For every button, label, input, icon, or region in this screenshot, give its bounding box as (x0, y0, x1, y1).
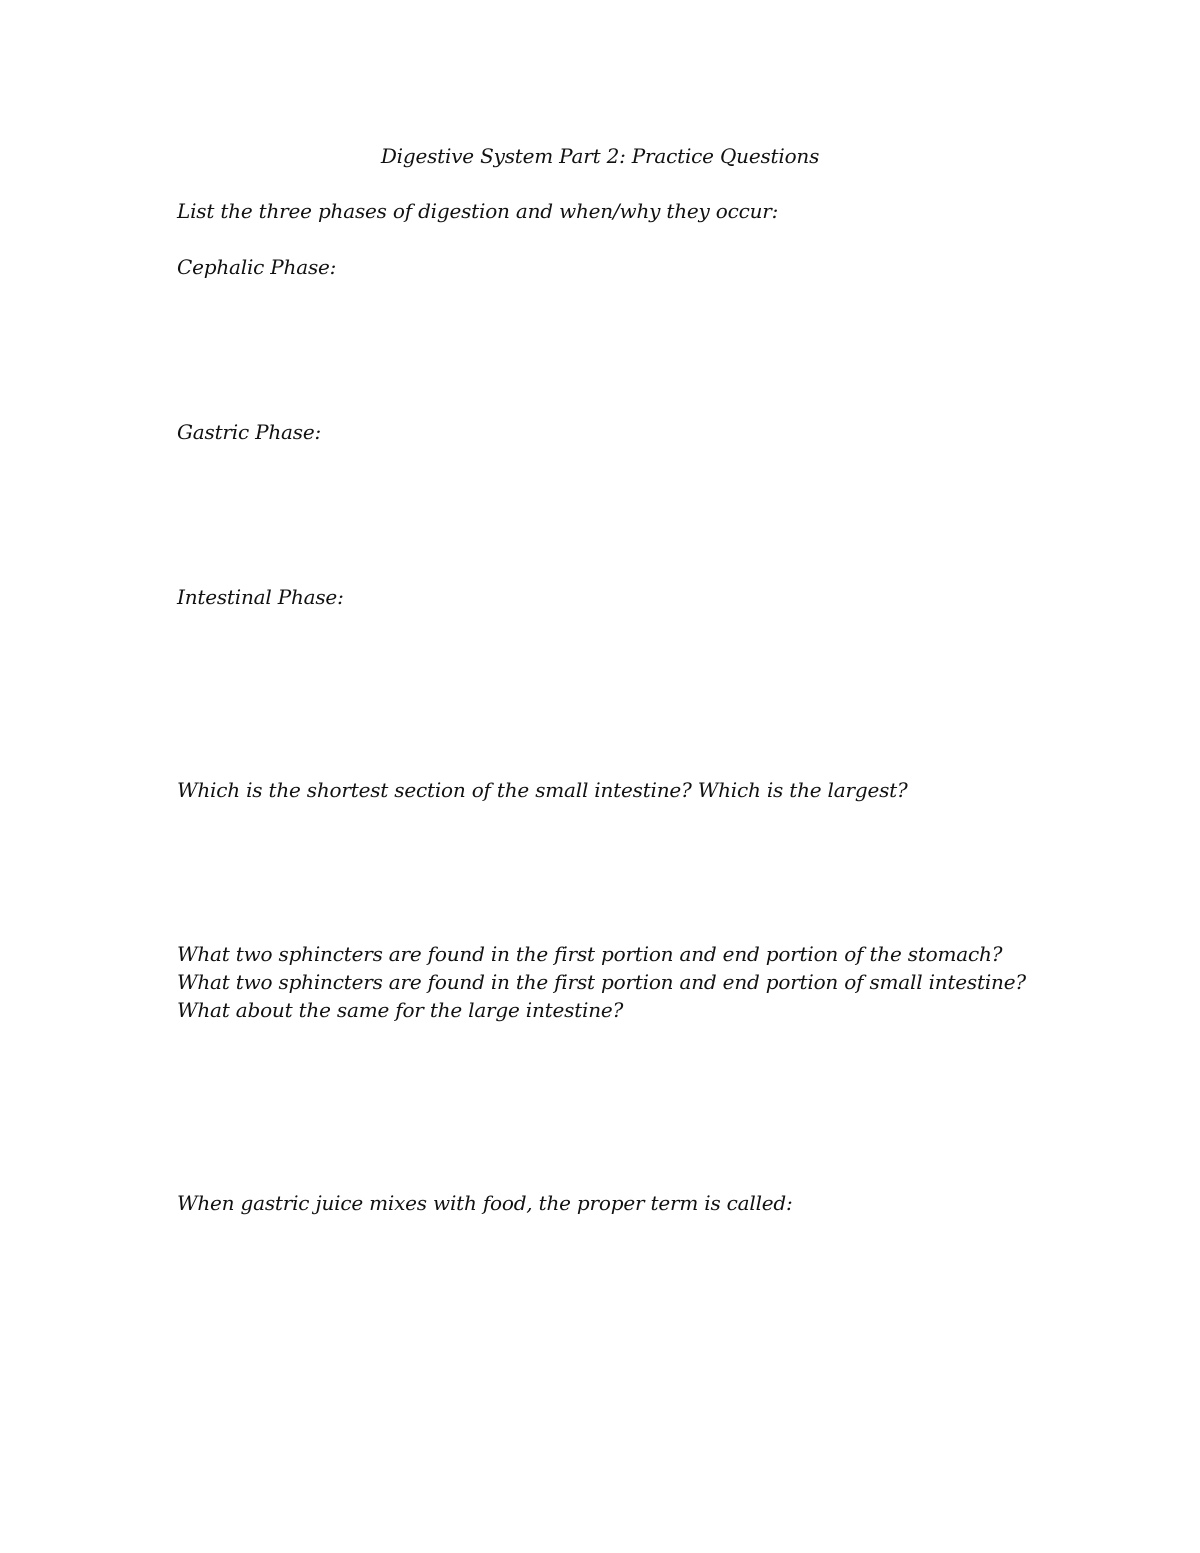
gastric-phase-label: Gastric Phase: (177, 420, 322, 444)
gastric-juice-question: When gastric juice mixes with food, the proper term is called: (177, 1191, 793, 1215)
small-intestine-sphincters-question: What two sphincters are found in the first portion and end portion of small intestine? (177, 970, 1026, 994)
intestinal-phase-label: Intestinal Phase: (177, 585, 344, 609)
phases-question: List the three phases of digestion and when/why they occur: (177, 199, 779, 223)
large-intestine-sphincters-question: What about the same for the large intestine? (177, 998, 624, 1022)
small-intestine-question: Which is the shortest section of the small intestine? Which is the largest? (177, 778, 908, 802)
stomach-sphincters-question: What two sphincters are found in the first portion and end portion of the stomach? (177, 942, 1003, 966)
cephalic-phase-label: Cephalic Phase: (177, 255, 337, 279)
document-title: Digestive System Part 2: Practice Questions (380, 144, 820, 168)
